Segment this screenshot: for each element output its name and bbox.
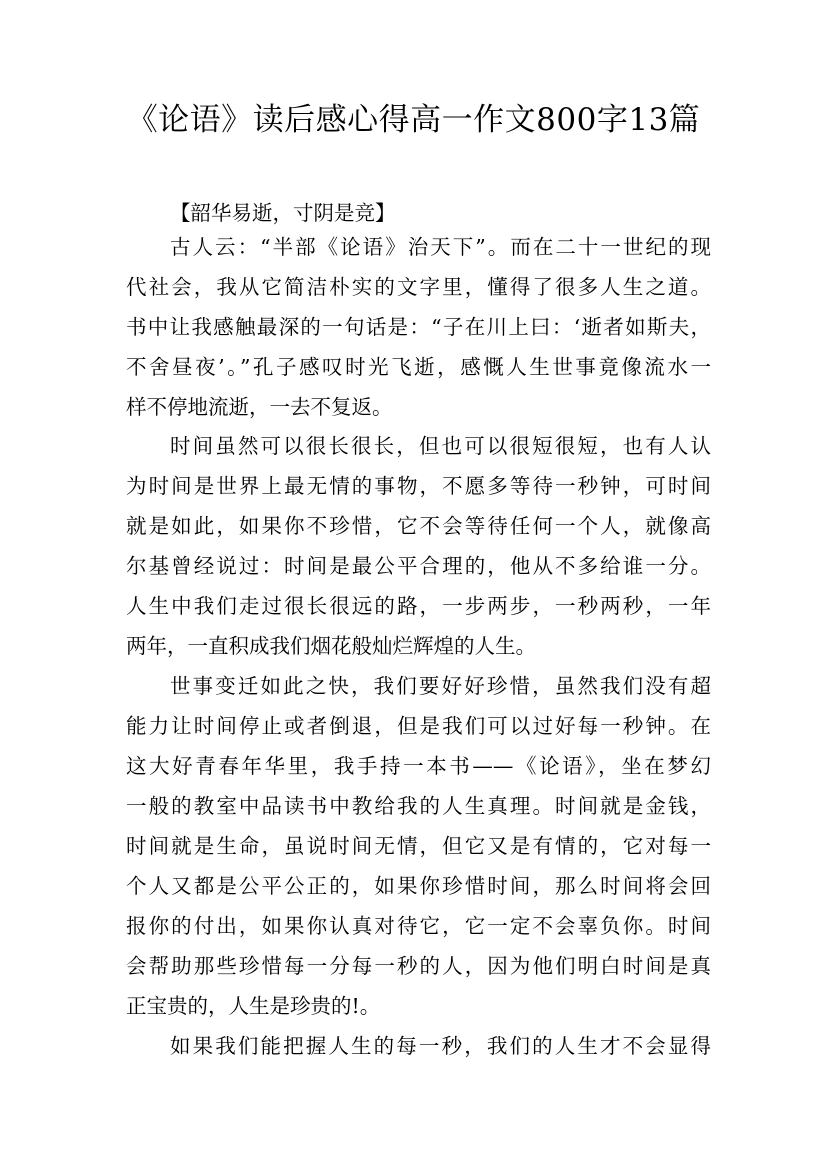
paragraph-line: 古人云：“半部《论语》治天下”。而在二十一世纪的现 bbox=[170, 235, 711, 259]
paragraph-line: 时间虽然可以很长很长，但也可以很短很短，也有人认 bbox=[170, 434, 711, 458]
paragraph-line: 会帮助那些珍惜每一分每一秒的人，因为他们明白时间是真 bbox=[126, 954, 711, 978]
paragraph-line: 代社会，我从它简洁朴实的文字里，懂得了很多人生之道。 bbox=[126, 275, 711, 299]
paragraph-line: 能力让时间停止或者倒退，但是我们可以过好每一秒钟。在 bbox=[126, 714, 711, 738]
paragraph-line: 书中让我感触最深的一句话是：“子在川上曰：‘逝者如斯夫， bbox=[126, 315, 711, 339]
paragraph-line: 人生中我们走过很长很远的路，一步两步，一秒两秒，一年 bbox=[126, 594, 711, 618]
paragraph-line: 一般的教室中品读书中教给我的人生真理。时间就是金钱， bbox=[126, 794, 711, 818]
section-heading: 【韶华易逝，寸阴是竞】 bbox=[170, 201, 396, 225]
paragraph-line: 样不停地流逝，一去不复返。 bbox=[126, 395, 393, 419]
paragraph-line: 正宝贵的，人生是珍贵的!。 bbox=[126, 994, 381, 1018]
paragraph-line: 时间就是生命，虽说时间无情，但它又是有情的，它对每一 bbox=[126, 834, 711, 858]
paragraph-line: 这大好青春年华里，我手持一本书——《论语》，坐在梦幻 bbox=[126, 754, 711, 778]
paragraph-line: 个人又都是公平公正的，如果你珍惜时间，那么时间将会回 bbox=[126, 874, 711, 898]
paragraph-line: 尔基曾经说过：时间是最公平合理的，他从不多给谁一分。 bbox=[126, 554, 711, 578]
document-title: 《论语》读后感心得高一作文800字13篇 bbox=[126, 102, 701, 138]
paragraph-line: 不舍昼夜’。”孔子感叹时光飞逝，感慨人生世事竟像流水一 bbox=[126, 355, 711, 379]
paragraph-line: 报你的付出，如果你认真对待它，它一定不会辜负你。时间 bbox=[126, 914, 711, 938]
paragraph-line: 两年，一直积成我们烟花般灿烂辉煌的人生。 bbox=[126, 634, 536, 658]
paragraph-line: 如果我们能把握人生的每一秒，我们的人生才不会显得 bbox=[170, 1034, 711, 1058]
paragraph-line: 就是如此，如果你不珍惜，它不会等待任何一个人，就像高 bbox=[126, 514, 711, 538]
paragraph-line: 世事变迁如此之快，我们要好好珍惜，虽然我们没有超 bbox=[170, 674, 711, 698]
paragraph-line: 为时间是世界上最无情的事物，不愿多等待一秒钟，可时间 bbox=[126, 474, 711, 498]
